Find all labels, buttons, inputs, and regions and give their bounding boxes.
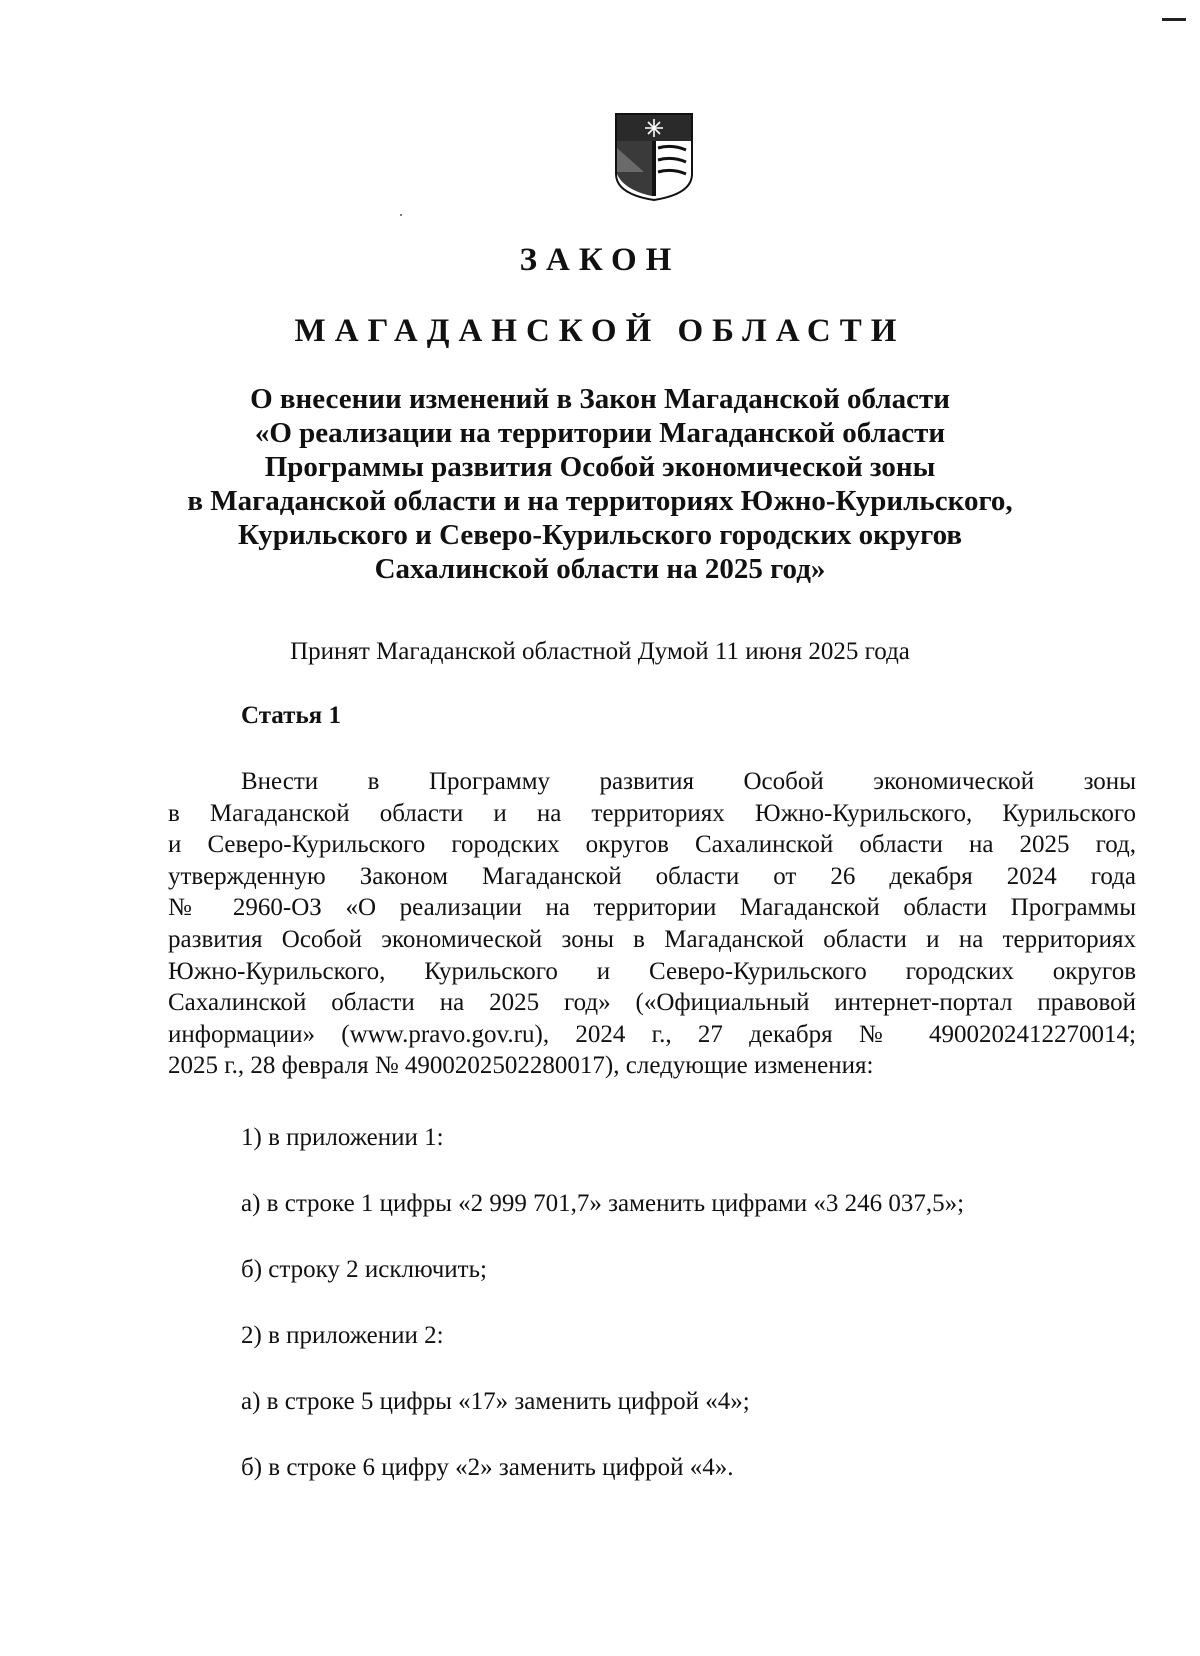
article-body xyxy=(168,766,1136,1082)
law-subject-line: в Магаданской области и на территориях Южно-Курильского, xyxy=(187,485,1013,517)
article-body-line: и Северо-Курильского городских округов Сахалинской области на 2025 год, xyxy=(168,831,1136,859)
article-body-line: информации» (www.pravo.gov.ru), 2024 г., 27 декабря № 4900202412270014; xyxy=(168,1020,1136,1048)
law-subject-line: Курильского и Северо-Курильского городских округов xyxy=(237,519,963,551)
document-title: ЗАКОН xyxy=(519,242,681,278)
article-body-line: Южно-Курильского, Курильского и Северо-Курильского городских округов xyxy=(168,957,1136,985)
law-subject-line: Программы развития Особой экономической зоны xyxy=(264,451,936,483)
article-body-line: 2025 г., 28 февраля № 4900202502280017), следующие изменения: xyxy=(168,1052,874,1080)
document-region-title: МАГАДАНСКОЙ ОБЛАСТИ xyxy=(294,313,906,349)
amendment-subitem: а) в строке 5 цифры «17» заменить цифрой «4»; xyxy=(241,1388,750,1415)
article-body-line: Сахалинской области на 2025 год» («Официальный интернет-портал правовой xyxy=(168,989,1136,1017)
scan-speck xyxy=(400,214,402,216)
article-body-line: № 2960-ОЗ «О реализации на территории Магаданской области Программы xyxy=(168,894,1136,922)
coat-of-arms-icon xyxy=(614,112,694,202)
law-subject xyxy=(150,382,1050,586)
adoption-statement: Принят Магаданской областной Думой 11 июня 2025 года xyxy=(290,638,910,665)
article-body-line: развития Особой экономической зоны в Магаданской области и на территориях xyxy=(168,925,1136,953)
article-body-line: в Магаданской области и на территориях Южно-Курильского, Курильского xyxy=(168,799,1136,827)
article-body-line: Внести в Программу развития Особой экономической зоны xyxy=(241,768,1136,795)
law-subject-line: О внесении изменений в Закон Магаданской области xyxy=(250,383,950,415)
law-subject-line: Сахалинской области на 2025 год» xyxy=(374,553,826,585)
amendment-item: 2) в приложении 2: xyxy=(241,1322,444,1349)
amendment-subitem: б) строку 2 исключить; xyxy=(241,1256,487,1283)
amendment-item: 1) в приложении 1: xyxy=(241,1124,444,1151)
law-subject-line: «О реализации на территории Магаданской области xyxy=(254,417,946,449)
article-heading: Статья 1 xyxy=(241,702,341,729)
article-body-line: утвержденную Законом Магаданской области от 26 декабря 2024 года xyxy=(168,862,1136,890)
amendment-subitem: б) в строке 6 цифру «2» заменить цифрой «4». xyxy=(241,1454,734,1481)
amendment-subitem: а) в строке 1 цифры «2 999 701,7» заменить цифрами «3 246 037,5»; xyxy=(241,1190,965,1217)
scan-corner-mark xyxy=(1162,18,1186,21)
